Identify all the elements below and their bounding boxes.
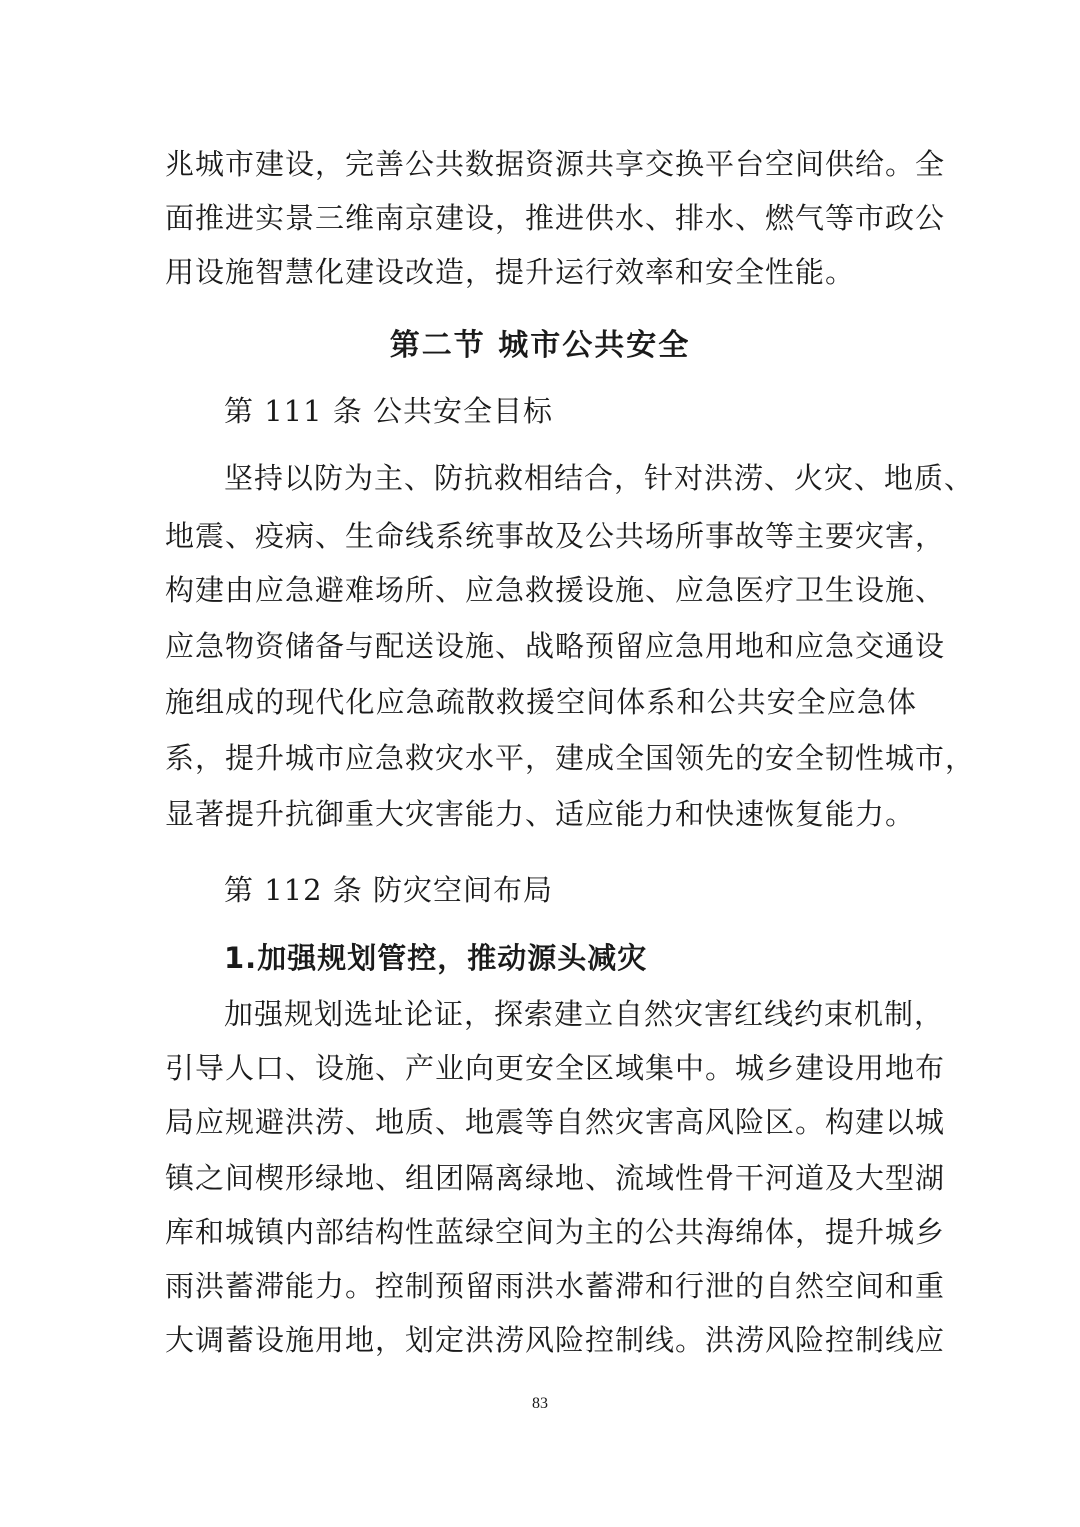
intro-line-3: 用设施智慧化建设改造，提升运行效率和安全性能。 bbox=[165, 255, 856, 289]
article-111-line-3: 构建由应急避难场所、应急救援设施、应急医疗卫生设施、 bbox=[165, 573, 946, 607]
article-112-line-3: 局应规避洪涝、地质、地震等自然灾害高风险区。构建以城 bbox=[165, 1105, 946, 1139]
article-112-subheading: 1.加强规划管控，推动源头减灾 bbox=[224, 941, 648, 975]
article-112-line-7: 大调蓄设施用地，划定洪涝风险控制线。洪涝风险控制线应 bbox=[165, 1323, 946, 1357]
article-111-line-6: 系，提升城市应急救灾水平，建成全国领先的安全韧性城市， bbox=[165, 741, 976, 775]
article-111-line-2: 地震、疫病、生命线系统事故及公共场所事故等主要灾害， bbox=[165, 519, 946, 553]
article-112-heading: 第 112 条 防灾空间布局 bbox=[224, 873, 554, 907]
intro-line-1: 兆城市建设，完善公共数据资源共享交换平台空间供给。全 bbox=[165, 147, 946, 181]
article-112-line-4: 镇之间楔形绿地、组团隔离绿地、流域性骨干河道及大型湖 bbox=[165, 1161, 946, 1195]
article-111-line-5: 施组成的现代化应急疏散救援空间体系和公共安全应急体 bbox=[165, 685, 917, 719]
article-111-line-1: 坚持以防为主、防抗救相结合，针对洪涝、火灾、地质、 bbox=[224, 461, 975, 495]
page-number: 83 bbox=[532, 1395, 548, 1412]
article-111-heading: 第 111 条 公共安全目标 bbox=[224, 394, 554, 428]
article-112-line-1: 加强规划选址论证，探索建立自然灾害红线约束机制， bbox=[224, 997, 945, 1031]
article-111-line-7: 显著提升抗御重大灾害能力、适应能力和快速恢复能力。 bbox=[165, 797, 916, 831]
section-title: 第二节 城市公共安全 bbox=[389, 328, 691, 363]
article-112-line-2: 引导人口、设施、产业向更安全区域集中。城乡建设用地布 bbox=[165, 1051, 946, 1085]
article-112-line-6: 雨洪蓄滞能力。控制预留雨洪水蓄滞和行泄的自然空间和重 bbox=[165, 1269, 946, 1303]
article-112-line-5: 库和城镇内部结构性蓝绿空间为主的公共海绵体，提升城乡 bbox=[165, 1215, 946, 1249]
intro-line-2: 面推进实景三维南京建设，推进供水、排水、燃气等市政公 bbox=[165, 201, 946, 235]
article-111-line-4: 应急物资储备与配送设施、战略预留应急用地和应急交通设 bbox=[165, 629, 946, 663]
